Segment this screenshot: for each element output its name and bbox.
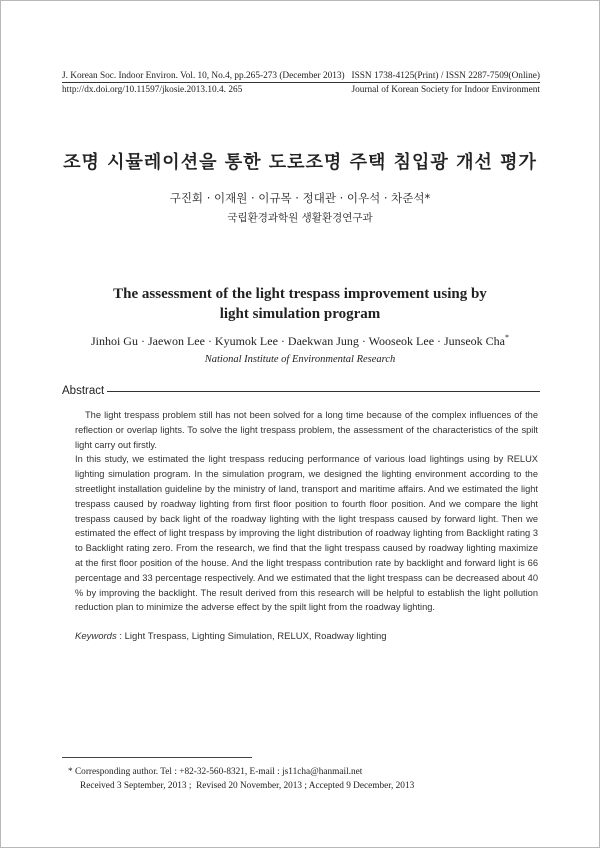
authors-english-names: Jinhoi Gu · Jaewon Lee · Kyumok Lee · Daekwan Jung · Wooseok Lee · Junseok Cha	[90, 334, 506, 348]
header-rule	[62, 82, 540, 83]
keywords	[75, 631, 387, 642]
footnote-corresponding: * Corresponding author. Tel : +82-32-560-8321, E-mail : js11cha@hanmail.net	[68, 767, 363, 777]
doi-link[interactable]: http://dx.doi.org/10.11597/jkosie.2013.10.4. 265	[62, 85, 243, 95]
keywords-label: Keywords	[75, 631, 117, 642]
keywords-separator: :	[116, 631, 125, 642]
abstract-heading	[62, 385, 540, 397]
abstract-body	[75, 408, 538, 615]
journal-name: Journal of Korean Society for Indoor Environment	[351, 85, 540, 95]
title-english: The assessment of the light trespass improvement using by light simulation program	[113, 286, 487, 322]
authors-korean: 구진회 · 이재원 · 이규목 · 정대관 · 이우석 · 차준석*	[169, 191, 431, 205]
affiliation-english: National Institute of Environmental Research	[204, 354, 396, 365]
abstract-label: Abstract	[62, 385, 105, 397]
corresponding-mark: *	[505, 333, 510, 342]
running-header-bottom	[62, 85, 540, 95]
title-korean: 조명 시뮬레이션을 통한 도로조명 주택 침입광 개선 평가	[63, 152, 537, 173]
issn: ISSN 1738-4125(Print) / ISSN 2287-7509(Online)	[351, 71, 540, 81]
keywords-values: Light Trespass, Lighting Simulation, RELUX, Roadway lighting	[124, 631, 387, 642]
footnote-dates: Received 3 September, 2013 ; Revised 20 November, 2013 ; Accepted 9 December, 2013	[80, 781, 415, 791]
journal-citation: J. Korean Soc. Indoor Environ. Vol. 10, No.4, pp.265-273 (December 2013)	[62, 71, 345, 81]
authors-english	[0, 333, 600, 349]
abstract-paragraph: In this study, we estimated the light trespass reducing performance of various load lightings using by RELUX lighting simulation program. In the simulation program, we designed the lighting environment according to the streetlight installation guideline by the ministry of land, transport and maritime affairs. And we estimated the light trespass caused by roadway lighting from first floor position to fourth floor position. And we compare the light trespass caused by back light of the roadway lighting with the light trespass caused by forward light. Then we estimated the effect of light trespass by improving the light distribution of roadway lighting from Backlight rating 3 to Backlight rating zero. From the research, we find that the light trespass caused by roadway lighting maximize at the first floor position of the house. And the light trespass contribution rate by backlight and forward light is 66 percentage and 33 percentage respectively. And we estimated that the light trespass can be decreased about 40 % by improving the backlight. The result derived from this research will be helpful to establish the light pollution reduction plan to minimize the adverse effect by the spilt light from the roadway lighting.	[75, 454, 538, 613]
running-header-top	[62, 71, 540, 81]
abstract-paragraph: The light trespass problem still has not been solved for a long time because of the complex influences of the reflection or overlap lights. To solve the light trespass problem, the assessment of the characteristics of the spilt light carry out firstly.	[75, 410, 538, 450]
affiliation-korean: 국립환경과학원 생활환경연구과	[227, 212, 373, 224]
abstract-rule	[107, 391, 540, 392]
footnote-rule	[62, 757, 252, 758]
